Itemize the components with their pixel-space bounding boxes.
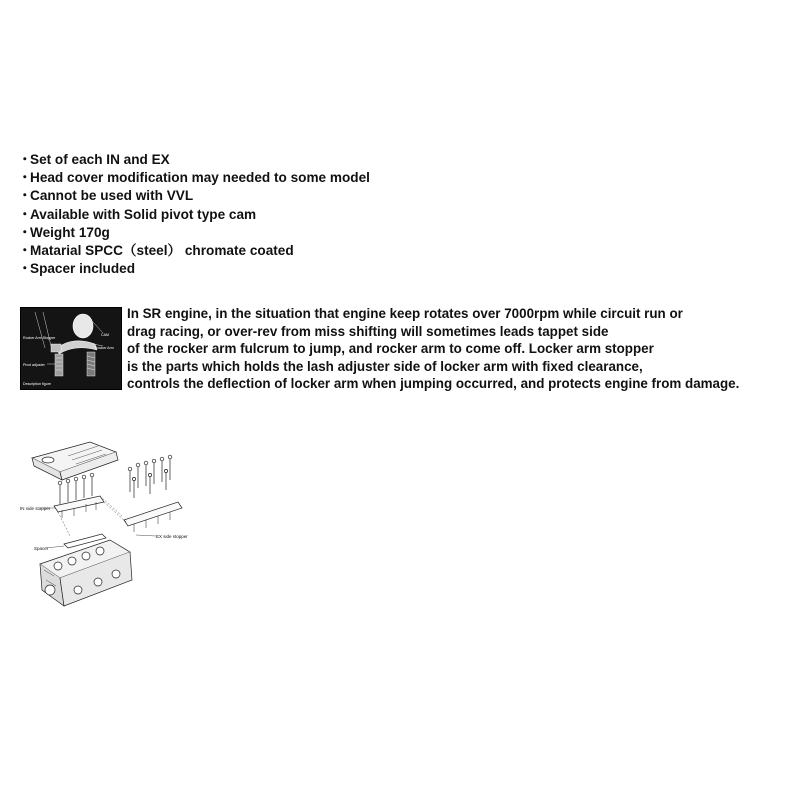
description-line: drag racing, or over-rev from miss shifting will sometimes leads tappet side xyxy=(127,323,609,339)
stopper-shape xyxy=(51,344,61,352)
feature-text: Cannot be used with VVL xyxy=(30,188,194,204)
bullet: ・ xyxy=(18,206,32,222)
feature-item xyxy=(18,169,370,187)
label-rocker-arm: Rocker Arm xyxy=(95,346,114,350)
feature-item xyxy=(18,187,370,205)
label-cam: CAM xyxy=(101,333,109,337)
rocker-arm-diagram xyxy=(21,308,121,389)
in-side-stopper-shape xyxy=(54,496,104,512)
bullet: ・ xyxy=(18,188,32,204)
description-line: of the rocker arm fulcrum to jump, and rocker arm to come off. Locker arm stopper xyxy=(127,341,654,357)
valve-spring-shape xyxy=(87,352,95,376)
label-pivot-adjuster: Pivot adjuster xyxy=(23,363,45,367)
bullet: ・ xyxy=(18,243,32,259)
engine-exploded-diagram xyxy=(18,440,203,625)
engine-diagram-svg xyxy=(18,440,203,620)
feature-item xyxy=(18,242,370,260)
label-in-side-stopper: IN side stopper xyxy=(20,506,51,511)
pivot-adjuster-shape xyxy=(55,354,63,376)
label-rocker-arm-stopper: Rocker Arm Stopper xyxy=(23,336,56,340)
ex-side-stopper-shape xyxy=(124,502,182,526)
description-line: is the parts which holds the lash adjuster side of locker arm with fixed clearance, xyxy=(127,358,643,374)
bullet: ・ xyxy=(18,261,32,277)
feature-text: Head cover modification may needed to some model xyxy=(30,170,370,186)
bullet: ・ xyxy=(18,170,32,186)
label-ex-side-stopper: EX side stopper xyxy=(156,534,188,539)
feature-item xyxy=(18,224,370,242)
feature-item xyxy=(18,151,370,169)
label-description-figure: Description figure xyxy=(23,382,51,386)
description-line: controls the deflection of locker arm when jumping occurred, and protects engine from damage. xyxy=(127,376,740,392)
feature-text: Available with Solid pivot type cam xyxy=(30,206,257,222)
description-line: In SR engine, in the situation that engine keep rotates over 7000rpm while circuit run or xyxy=(127,306,683,321)
feature-text: Spacer included xyxy=(30,261,136,277)
feature-text: Set of each IN and EX xyxy=(30,152,170,167)
feature-text: Weight 170g xyxy=(30,224,110,240)
bullet: ・ xyxy=(18,152,32,167)
feature-item xyxy=(18,206,370,224)
label-spacer: Spacer xyxy=(34,546,49,551)
rocker-arm-description-figure xyxy=(20,307,122,390)
bullet: ・ xyxy=(18,224,32,240)
feature-item xyxy=(18,260,370,278)
ex-side-bolts xyxy=(128,455,172,498)
description-paragraph xyxy=(127,305,792,393)
feature-list xyxy=(18,151,370,278)
cam-shape xyxy=(73,314,93,338)
cylinder-head-shape xyxy=(40,540,132,606)
feature-text: Matarial SPCC（steel） chromate coated xyxy=(30,243,294,259)
